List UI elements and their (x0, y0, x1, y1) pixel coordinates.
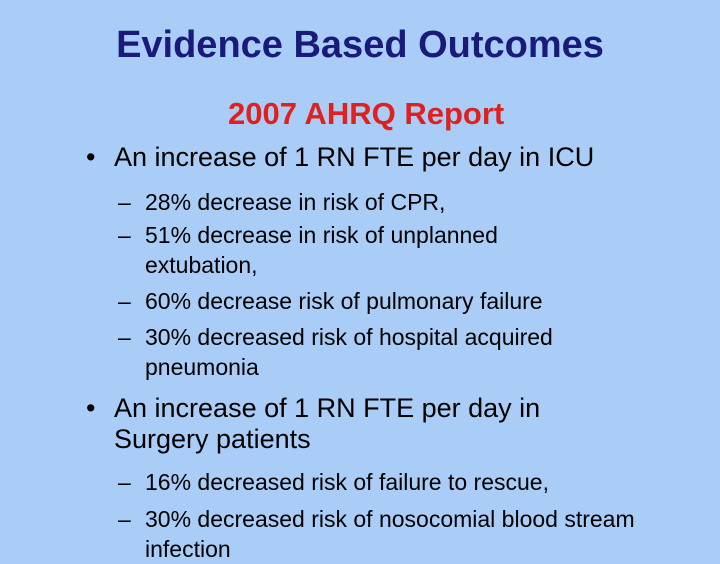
sub-mark: – (118, 222, 131, 248)
sub-text: 51% decrease in risk of unplanned extubation, (145, 222, 498, 278)
sub-mark: – (118, 324, 131, 350)
bullet-mark: • (86, 393, 96, 423)
sub-text: 28% decrease in risk of CPR, (145, 189, 446, 215)
sub-text: 30% decreased risk of hospital acquired pneumonia (145, 324, 553, 380)
sub-text: 60% decrease risk of pulmonary failure (145, 288, 543, 314)
sub-mark: – (118, 506, 131, 532)
bullet-mark: • (86, 142, 96, 172)
bullet-text: An increase of 1 RN FTE per day in ICU (114, 142, 595, 172)
sub-mark: – (118, 189, 131, 215)
slide-subtitle: 2007 AHRQ Report (228, 96, 505, 131)
sub-text: 30% decreased risk of nosocomial blood stream infection (145, 506, 635, 562)
sub-mark: – (118, 288, 131, 314)
sub-mark: – (118, 469, 131, 495)
bullet-text: An increase of 1 RN FTE per day in Surgery patients (114, 393, 541, 454)
sub-text: 16% decreased risk of failure to rescue, (145, 469, 549, 495)
slide-title: Evidence Based Outcomes (116, 24, 604, 66)
